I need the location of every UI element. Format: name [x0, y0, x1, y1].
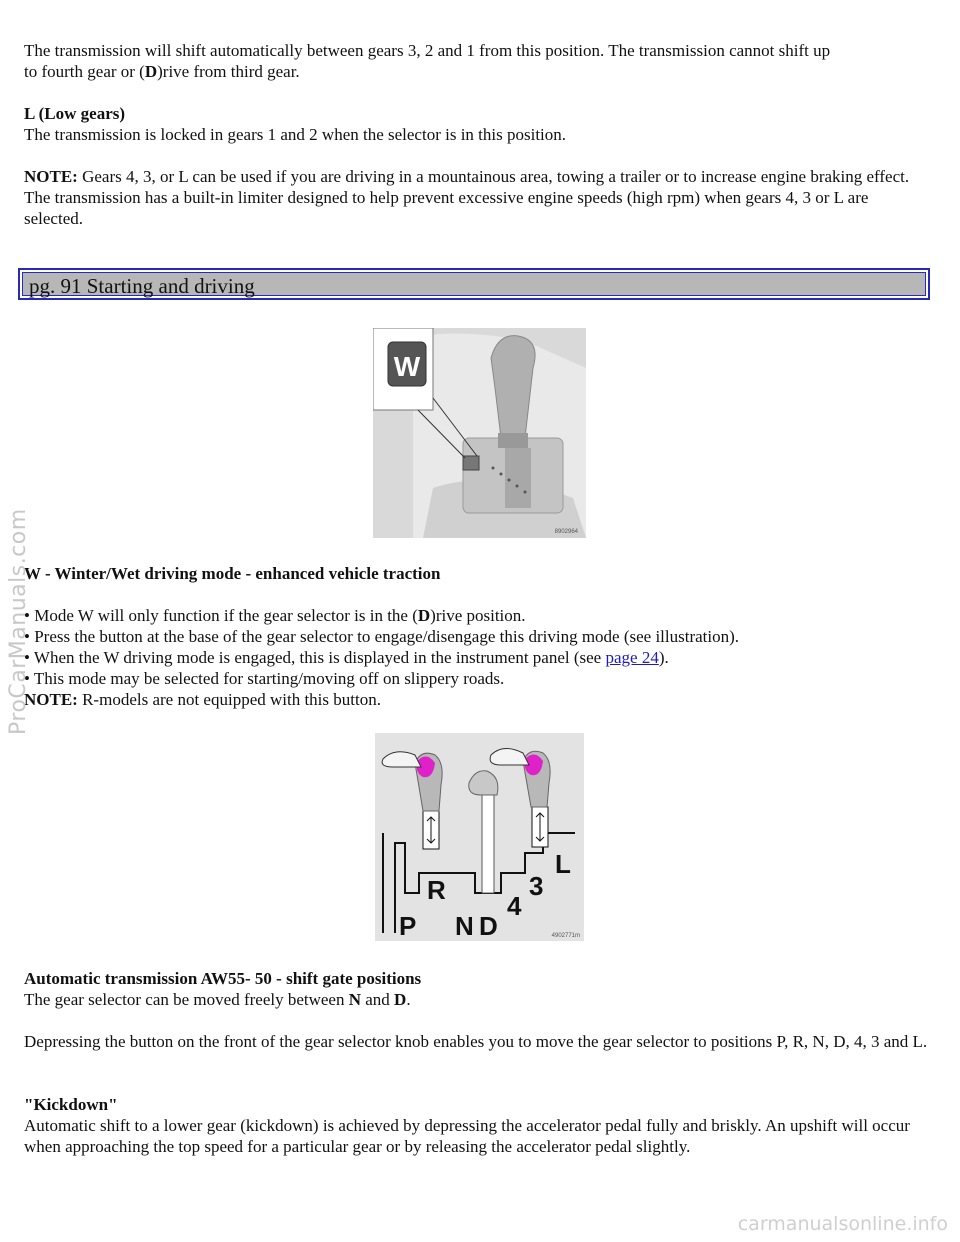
kickdown-heading: "Kickdown": [24, 1095, 118, 1114]
bullet3-post: ).: [658, 648, 669, 667]
shift-gate-illustration: [375, 733, 584, 941]
aw55-text-pre: The gear selector can be moved freely between: [24, 990, 349, 1009]
intro-line2-post: )rive from third gear.: [157, 62, 300, 81]
winter-note-label: NOTE:: [24, 690, 78, 709]
list-item: [24, 647, 936, 668]
aw55-text-d: D: [394, 990, 407, 1009]
w-button-letter: W: [393, 351, 421, 382]
low-gears-text: The transmission is locked in gears 1 and 2 when the selector is in this position.: [24, 125, 567, 144]
winter-heading: [24, 563, 936, 584]
shift-gate-drawing: [375, 733, 584, 941]
winter-bullet-list: [24, 605, 936, 710]
intro-line2-bold: D: [144, 62, 158, 81]
aw55-text-post: .: [406, 990, 411, 1009]
list-item: [24, 689, 936, 710]
aw55-heading: Automatic transmission AW55- 50 - shift gate positions: [24, 969, 422, 988]
intro-paragraph: [24, 40, 936, 82]
carmanualsonline-watermark: carmanualsonline.info: [737, 1213, 948, 1235]
gate-label-r: R: [427, 875, 446, 905]
gear-selector-w-drawing: [373, 328, 586, 538]
gate-label-p: P: [399, 911, 417, 941]
gate-label-n: N: [455, 911, 474, 941]
list-item: • This mode may be selected for starting/moving off on slippery roads.: [24, 669, 505, 688]
bullet1-bold: D: [417, 606, 431, 625]
intro-line2-pre: to fourth gear or (: [24, 62, 145, 81]
gate-label-d: D: [479, 911, 498, 941]
figure2-code: 4902771m: [551, 933, 580, 939]
aw55-text-mid: and: [361, 990, 395, 1009]
gate-label-3: 3: [529, 871, 544, 901]
bullet1-pre: • Mode W will only function if the gear selector is in the (: [24, 606, 418, 625]
aw55-text-n: N: [348, 990, 361, 1009]
bullet1-post: )rive position.: [430, 606, 526, 625]
low-gears-paragraph: [24, 103, 936, 145]
gate-label-l: L: [555, 849, 571, 879]
low-gears-heading: L (Low gears): [24, 104, 126, 123]
note1-label: NOTE:: [24, 167, 78, 186]
kickdown-text: Automatic shift to a lower gear (kickdown) is achieved by depressing the accelerator pedal fully and briskly. An upshift will occur when approaching the top speed for a particular gear or by releasing the accelerator pedal slightly.: [24, 1116, 910, 1156]
aw55-paragraph: [24, 968, 936, 1010]
winter-heading-text: W - Winter/Wet driving mode - enhanced vehicle traction: [24, 564, 441, 583]
aw55-para2: Depressing the button on the front of the gear selector knob enables you to move the gear selector to positions P, R, N, D, 4, 3 and L.: [24, 1032, 928, 1051]
bullet3-pre: • When the W driving mode is engaged, this is displayed in the instrument panel (see: [24, 648, 606, 667]
note1-paragraph: [24, 166, 924, 229]
note1-text: Gears 4, 3, or L can be used if you are driving in a mountainous area, towing a trailer or to increase engine braking effect.: [77, 167, 910, 186]
gear-selector-w-illustration: [373, 328, 586, 538]
section-title: pg. 91 Starting and driving: [22, 272, 926, 296]
winter-note-text: R-models are not equipped with this button.: [77, 690, 381, 709]
figure1-code: 8902964: [554, 529, 578, 535]
kickdown-paragraph: [24, 1094, 936, 1157]
procarmanuals-watermark: ProCarManuals.com: [6, 508, 31, 735]
list-item: • Press the button at the base of the gear selector to engage/disengage this driving mode (see illustration).: [24, 627, 740, 646]
section-header: [18, 268, 930, 300]
page-24-link[interactable]: page 24: [605, 648, 659, 667]
note1-text2: The transmission has a built-in limiter designed to help prevent excessive engine speeds (high rpm) when gears 4, 3 or L are selected.: [24, 188, 869, 228]
gate-label-4: 4: [507, 891, 522, 921]
intro-line1: The transmission will shift automatically between gears 3, 2 and 1 from this position. The transmission cannot shift up: [24, 41, 831, 60]
list-item: [24, 605, 936, 626]
